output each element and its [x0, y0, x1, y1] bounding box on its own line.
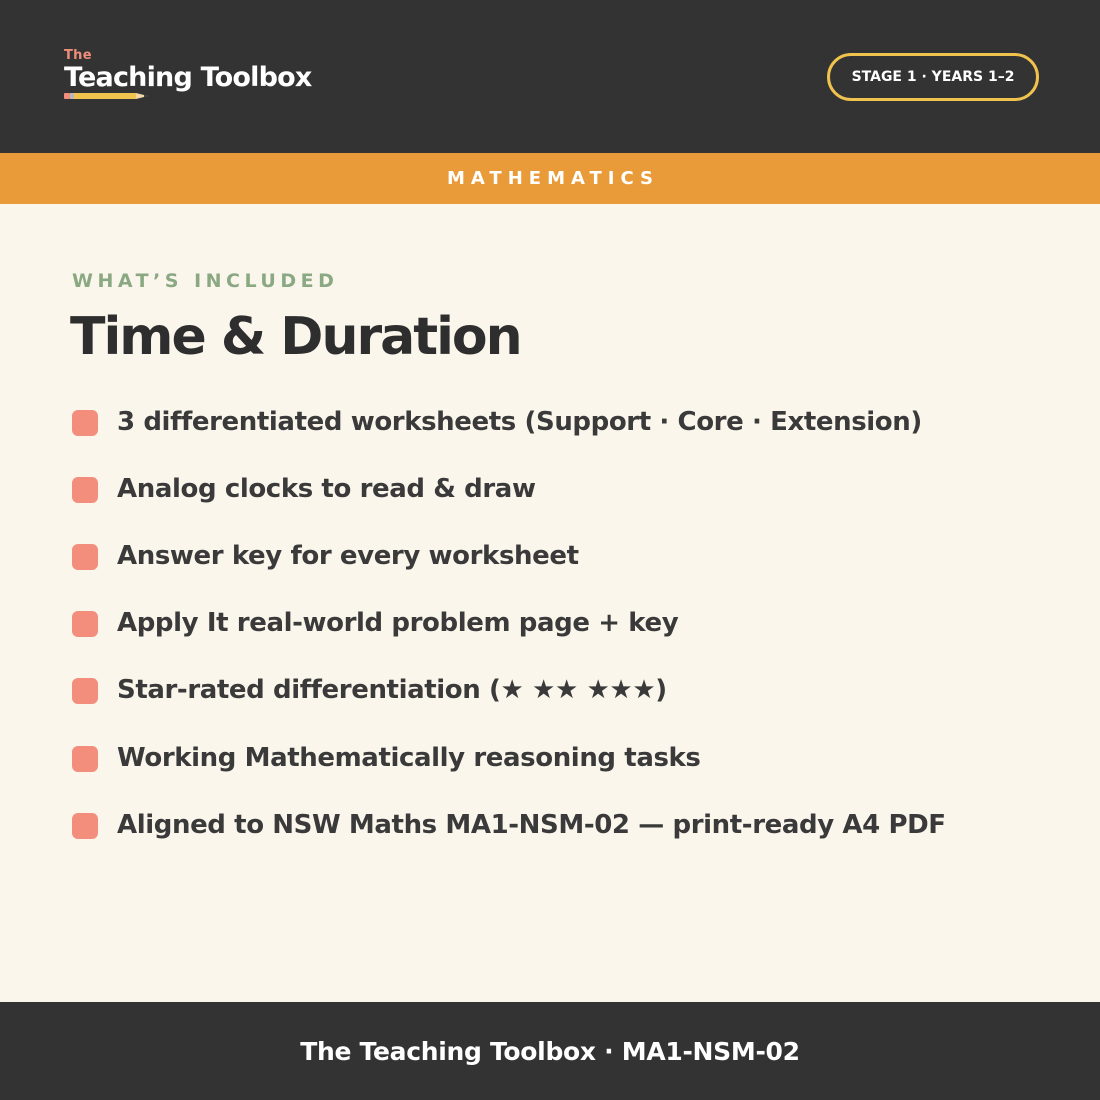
bullet-square-icon [72, 544, 98, 570]
feature-item [72, 522, 946, 589]
brand-logo[interactable] [64, 49, 311, 93]
feature-item [72, 388, 946, 455]
bullet-square-icon [72, 746, 98, 772]
logo-prefix: The [64, 48, 92, 63]
feature-text: Answer key for every worksheet [117, 540, 579, 571]
feature-item [72, 791, 946, 858]
feature-text: Aligned to NSW Maths MA1-NSM-02 — print-ready A4 PDF [117, 809, 946, 840]
feature-item [72, 590, 946, 657]
bullet-square-icon [72, 678, 98, 704]
feature-text: Star-rated differentiation (★ ★★ ★★★) [117, 675, 667, 706]
bullet-square-icon [72, 813, 98, 839]
subject-banner [0, 153, 1100, 204]
footer-text: The Teaching Toolbox · MA1-NSM-02 [300, 1036, 800, 1066]
section-eyebrow: WHAT’S INCLUDED [72, 270, 339, 292]
bullet-square-icon [72, 477, 98, 503]
stage-badge: STAGE 1 · YEARS 1–2 [827, 53, 1039, 101]
footer-bar [0, 1002, 1100, 1100]
bullet-square-icon [72, 410, 98, 436]
feature-text: Apply It real-world problem page + key [117, 608, 679, 639]
bullet-square-icon [72, 611, 98, 637]
feature-item [72, 724, 946, 791]
feature-item [72, 657, 946, 724]
feature-text: Analog clocks to read & draw [117, 473, 536, 504]
pencil-icon [64, 92, 150, 100]
feature-item [72, 455, 946, 522]
header-bar [0, 0, 1100, 153]
subject-label: MATHEMATICS [446, 168, 659, 189]
logo-name: Teaching Toolbox [64, 62, 312, 93]
feature-list [72, 388, 946, 858]
feature-text: Working Mathematically reasoning tasks [117, 742, 701, 773]
feature-text: 3 differentiated worksheets (Support · Core · Extension) [117, 406, 922, 437]
page-title: Time & Duration [70, 307, 521, 367]
